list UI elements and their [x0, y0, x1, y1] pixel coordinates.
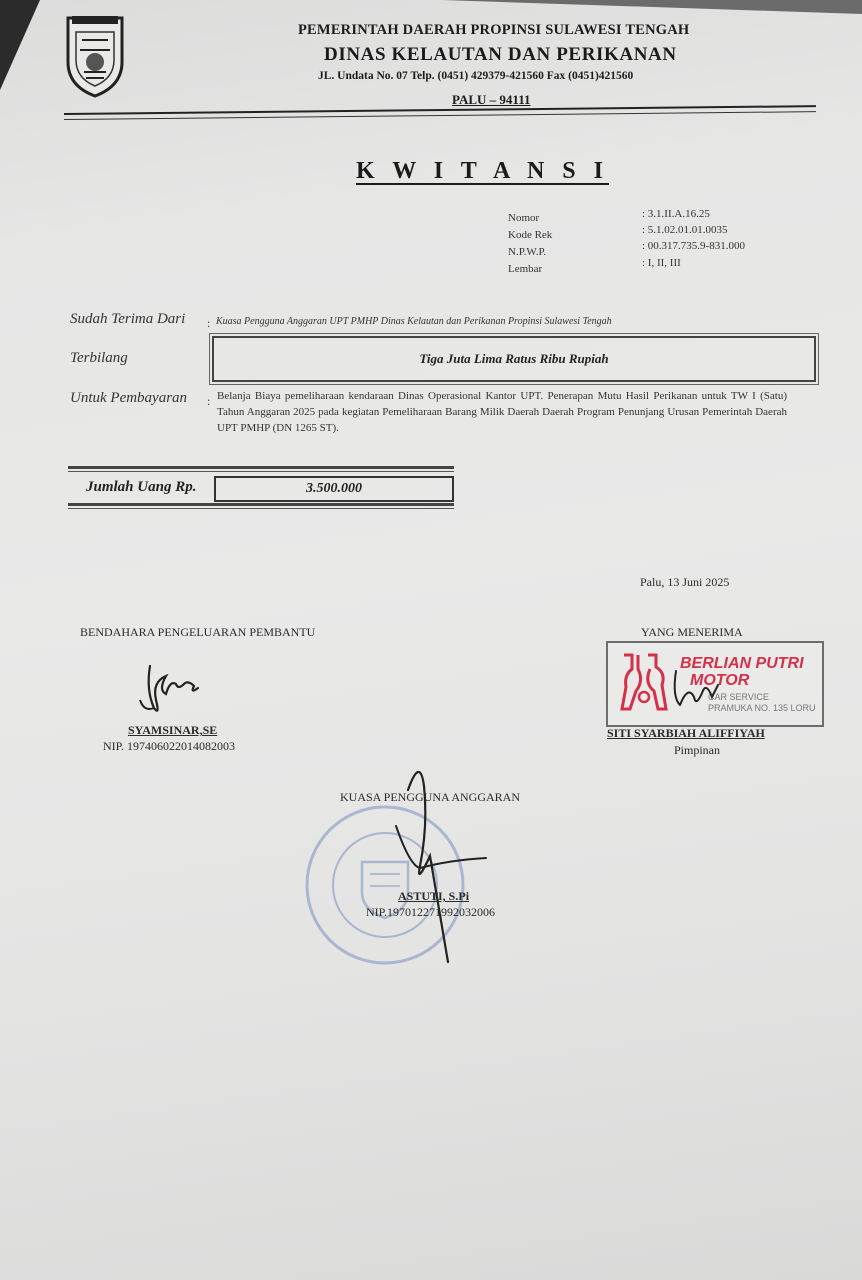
receiver-name: SITI SYARBIAH ALIFFIYAH: [607, 726, 765, 740]
authority-nip: NIP.197012271992032006: [366, 905, 496, 919]
letterhead-government: PEMERINTAH DAERAH PROPINSI SULAWESI TENGAH: [298, 22, 690, 38]
treasurer-name: SYAMSINAR,SE: [128, 723, 218, 737]
letterhead-address: JL. Undata No. 07 Telp. (0451) 429379-421560 Fax (0451)421560: [318, 70, 634, 82]
page-top-edge-shadow: [442, 0, 862, 14]
stamp-company-name-2: MOTOR: [690, 672, 750, 689]
meta-label-kode-rek: Kode Rek: [508, 229, 553, 241]
total-rule-bottom: [68, 503, 454, 506]
total-rule-top-thin: [68, 471, 454, 472]
total-label: Jumlah Uang Rp.: [86, 479, 197, 495]
meta-value-kode-rek: : 5.1.02.01.01.0035: [642, 224, 728, 236]
purpose-label: Untuk Pembayaran: [70, 390, 188, 406]
letterhead-rule: [64, 105, 816, 115]
meta-label-lembar: Lembar: [508, 263, 543, 275]
authority-signature-icon: [380, 756, 490, 966]
receiver-company-stamp: [606, 641, 824, 727]
letterhead-city: PALU – 94111: [452, 92, 531, 107]
meta-value-nomor: : 3.1.II.A.16.25: [642, 208, 710, 220]
amount-words-label: Terbilang: [70, 350, 128, 366]
wrench-logo-icon: [616, 651, 672, 713]
amount-words-box: [212, 336, 816, 382]
received-from-label: Sudah Terima Dari: [70, 311, 186, 327]
total-amount-box: [214, 476, 454, 502]
province-coat-of-arms-icon: [62, 10, 128, 100]
treasurer-role: BENDAHARA PENGELUARAN PEMBANTU: [80, 625, 316, 639]
amount-words-value: Tiga Juta Lima Ratus Ribu Rupiah: [419, 351, 609, 366]
authority-name: ASTUTI, S.Pi: [398, 889, 470, 903]
letterhead-agency: DINAS KELAUTAN DAN PERIKANAN: [324, 44, 677, 65]
purpose-colon: :: [207, 394, 211, 408]
total-rule-bottom-thin: [68, 508, 454, 509]
purpose-text: Belanja Biaya pemeliharaan kendaraan Dinas Operasional Kantor UPT. Penerapan Mutu Hasil Perikanan untuk TW I (Satu) Tahun Anggaran 2025 pada kegiatan Pemeliharaan Barang Milik Daerah Daerah Program Penunjang Urusan Pemerintah Daerah UPT PMHP (DN 1265 ST).: [217, 390, 787, 434]
page-corner-shadow: [0, 0, 40, 90]
stamp-company-service: CAR SERVICE: [708, 692, 769, 702]
meta-value-lembar: : I, II, III: [642, 257, 681, 269]
stamp-company-address: PRAMUKA NO. 135 LORU: [708, 703, 816, 713]
receiver-signature-icon: [666, 667, 736, 711]
treasurer-nip: NIP. 197406022014082003: [103, 739, 236, 753]
treasurer-signature-icon: [136, 660, 206, 720]
received-from-value: Kuasa Pengguna Anggaran UPT PMHP Dinas Kelautan dan Perikanan Propinsi Sulawesi Tengah: [216, 316, 612, 327]
stamp-company-name-1: BERLIAN PUTRI: [680, 655, 804, 672]
receiver-role: YANG MENERIMA: [641, 625, 743, 639]
total-rule-top: [68, 466, 454, 469]
meta-label-npwp: N.P.W.P.: [508, 246, 547, 258]
receiver-position: Pimpinan: [674, 743, 721, 757]
meta-value-npwp: : 00.317.735.9-831.000: [642, 240, 745, 252]
meta-label-nomor: Nomor: [508, 212, 540, 224]
received-from-colon: :: [207, 316, 211, 330]
document-title: K W I T A N S I: [356, 158, 609, 184]
total-amount-value: 3.500.000: [306, 481, 362, 496]
authority-role: KUASA PENGGUNA ANGGARAN: [340, 790, 521, 804]
issue-date: Palu, 13 Juni 2025: [640, 575, 730, 589]
